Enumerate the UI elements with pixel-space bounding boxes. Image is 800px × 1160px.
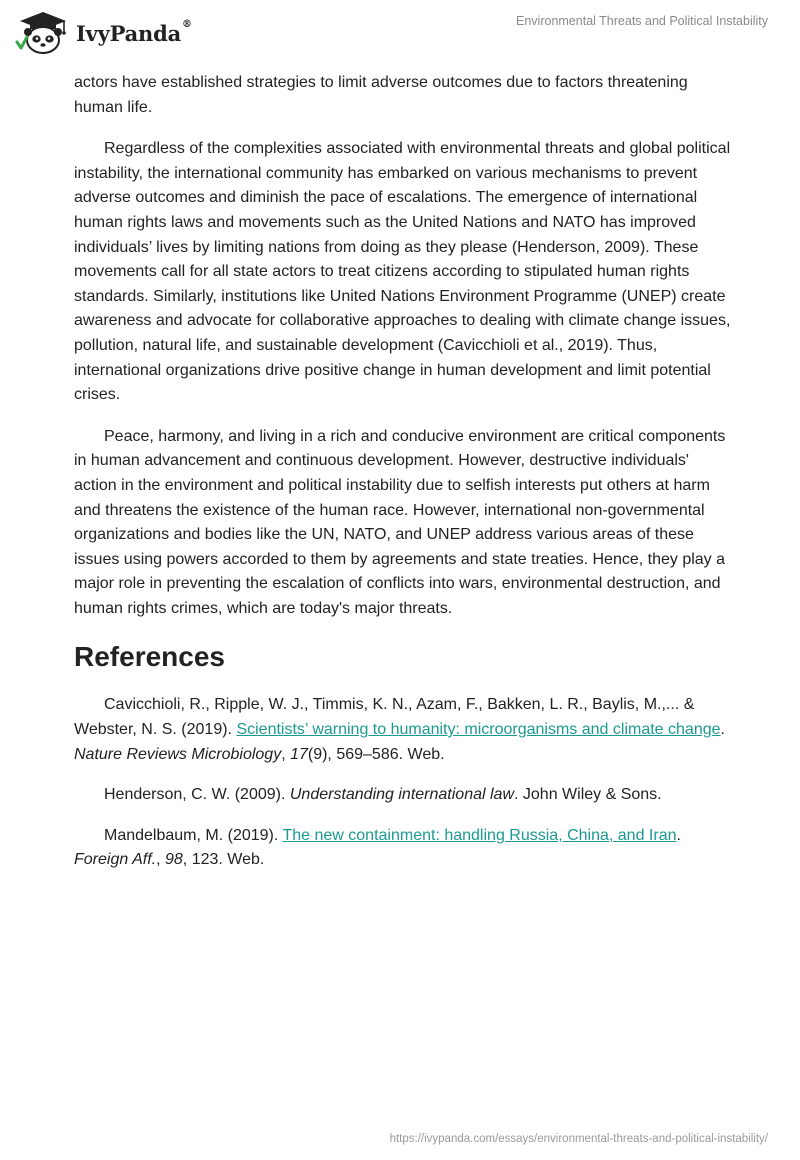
reference-volume: 98 — [165, 851, 183, 869]
paragraph-international-mechanisms: Regardless of the complexities associated with environmental threats and global political instability, the international community has embarked on various mechanisms to prevent adverse outcomes and diminish the pace of escalations. The emergence of international human rights laws and movements such as the United Nations and NATO has improved individuals’ lives by limiting nations from doing as they please (Henderson, 2009). These movements call for all state actors to treat citizens according to stipulated human rights standards. Similarly, institutions like United Nations Environment Programme (UNEP) create awareness and advocate for collaborative approaches to dealing with climate change issues, pollution, natural life, and sustainable development (Cavicchioli et al., 2019). Thus, international organizations drive positive change in human development and limit potential crises. — [74, 140, 731, 404]
reference-pages: , 123. Web. — [182, 851, 265, 869]
source-url: https://ivypanda.com/essays/environmental-threats-and-political-instability/ — [389, 1133, 768, 1145]
reference-book-title: Understanding international law — [289, 786, 514, 804]
page-header — [0, 0, 800, 70]
essay-content — [74, 71, 734, 889]
registered-mark: ® — [182, 18, 192, 30]
reference-punct: , — [281, 745, 291, 763]
reference-authors: Cavicchioli, R., Ripple, W. J., Timmis, K. N., Azam, F., Bakken, L. R., Baylis, M.,... & Webster, N. S. (2019). — [74, 696, 695, 739]
ivypanda-logo[interactable] — [14, 10, 192, 56]
references-heading: References — [74, 641, 225, 673]
paragraph-conclusion: Peace, harmony, and living in a rich and conducive environment are critical components in human advancement and continuous development. However, destructive individuals' action in the environment and political instability due to selfish interests put others at harm and threatens the existence of the human race. However, international non-governmental organizations and bodies like the UN, NATO, and UNEP address various areas of these issues using powers accorded to them by agreements and state treaties. Hence, they play a major role in preventing the escalation of conflicts into wars, environmental destruction, and human rights crimes, which are today's major threats. — [74, 427, 726, 617]
reference-punct: . — [676, 826, 681, 844]
reference-link-new-containment[interactable]: The new containment: handling Russia, China, and Iran — [282, 826, 677, 844]
reference-mandelbaum — [74, 824, 734, 873]
reference-punct: . — [720, 721, 725, 739]
reference-cavicchioli — [74, 693, 734, 767]
reference-volume: 17 — [290, 745, 308, 763]
paragraph-continuation: actors have established strategies to limit adverse outcomes due to factors threatening human life. — [74, 74, 688, 116]
panda-graduate-icon — [14, 10, 72, 56]
reference-punct: , — [156, 851, 165, 869]
reference-pages: (9), 569–586. Web. — [307, 745, 445, 763]
reference-publisher: . John Wiley & Sons. — [514, 786, 662, 804]
document-title: Environmental Threats and Political Instability — [516, 14, 768, 28]
reference-authors: Mandelbaum, M. (2019). — [104, 826, 283, 844]
reference-authors: Henderson, C. W. (2009). — [104, 786, 290, 804]
reference-link-scientists-warning[interactable]: Scientists’ warning to humanity: microorganisms and climate change — [236, 721, 721, 739]
reference-henderson — [74, 783, 734, 808]
reference-journal: Foreign Aff. — [74, 851, 157, 869]
reference-journal: Nature Reviews Microbiology — [74, 745, 282, 763]
brand-name: IvyPanda® — [76, 18, 192, 46]
